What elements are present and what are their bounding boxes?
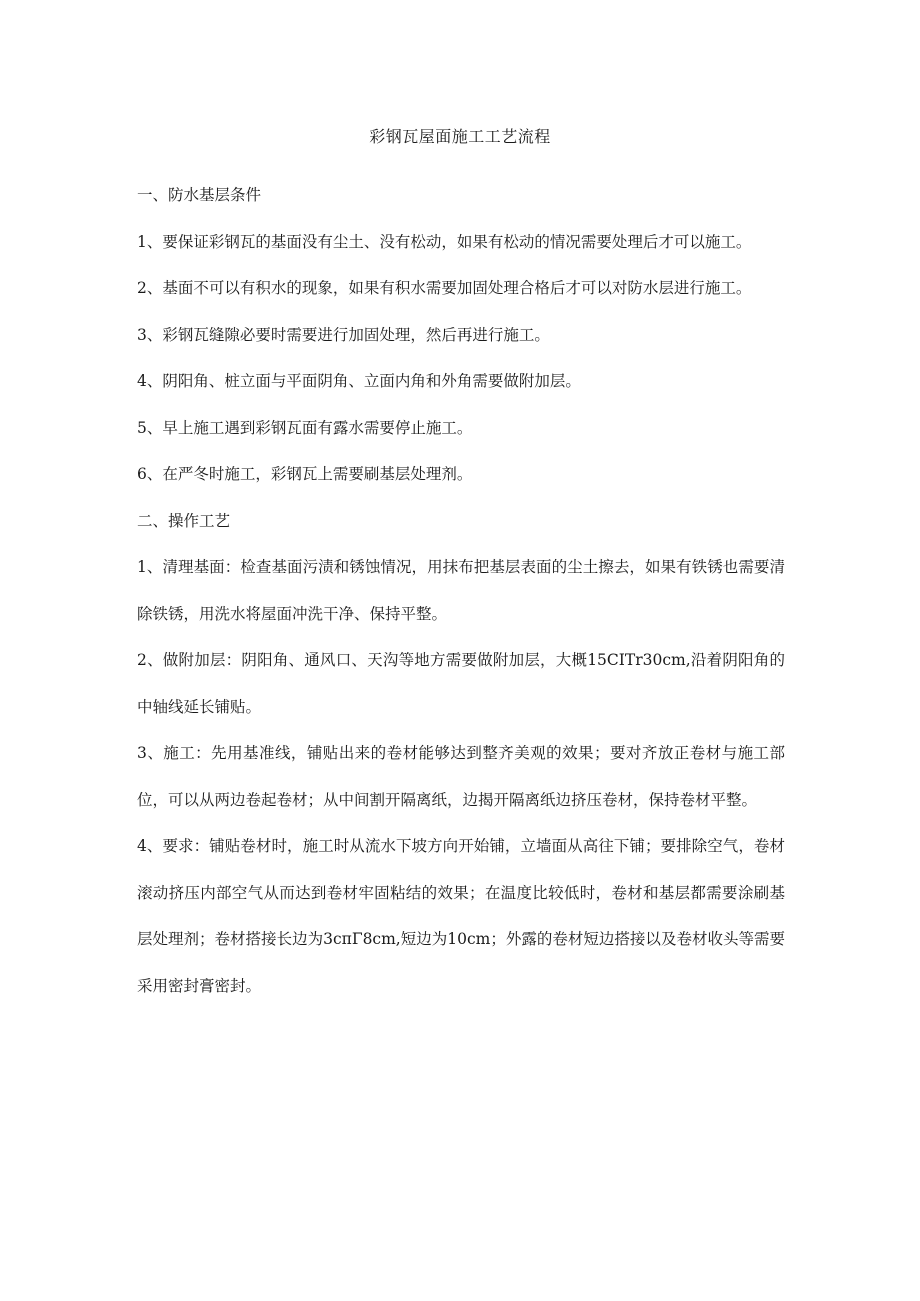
section-heading-1: 一、防水基层条件 (137, 186, 262, 204)
paragraph: 6、在严冬时施工，彩钢瓦上需要刷基层处理剂。 (137, 465, 473, 483)
paragraph: 3、施工：先用基准线，铺贴出来的卷材能够达到整齐美观的效果；要对齐放正卷材与施工部位，可以从两边卷起卷材；从中间割开隔离纸，边揭开隔离纸边挤压卷材，保持卷材平整。 (137, 744, 785, 809)
paragraph: 5、早上施工遇到彩钢瓦面有露水需要停止施工。 (137, 418, 473, 437)
section-heading-2: 二、操作工艺 (137, 511, 231, 530)
paragraph: 2、做附加层：阴阳角、通风口、天沟等地方需要做附加层，大概15CITr30cm,沿着阴阳角的中轴线延长铺贴。 (137, 651, 785, 716)
paragraph: 1、要保证彩钢瓦的基面没有尘土、没有松动，如果有松动的情况需要处理后才可以施工。 (137, 232, 752, 251)
document-body (137, 172, 785, 1009)
paragraph: 4、阴阳角、桩立面与平面阴角、立面内角和外角需要做附加层。 (137, 372, 581, 390)
document-title: 彩钢瓦屋面施工工艺流程 (369, 127, 551, 146)
paragraph: 2、基面不可以有积水的现象，如果有积水需要加固处理合格后才可以对防水层进行施工。 (137, 279, 752, 297)
paragraph: 1、清理基面：检查基面污渍和锈蚀情况，用抹布把基层表面的尘土擦去，如果有铁锈也需要清除铁锈，用洗水将屋面冲洗干净、保持平整。 (137, 558, 785, 623)
paragraph: 4、要求：铺贴卷材时，施工时从流水下坡方向开始铺，立墙面从高往下铺；要排除空气，卷材滚动挤压内部空气从而达到卷材牢固粘结的效果；在温度比较低时，卷材和基层都需要涂刷基层处理剂；卷材搭接长边为3cπΓ8cm,短边为10cm；外露的卷材短边搭接以及卷材收头等需要采用密封膏密封。 (137, 837, 785, 995)
paragraph: 3、彩钢瓦缝隙必要时需要进行加固处理，然后再进行施工。 (137, 325, 550, 344)
